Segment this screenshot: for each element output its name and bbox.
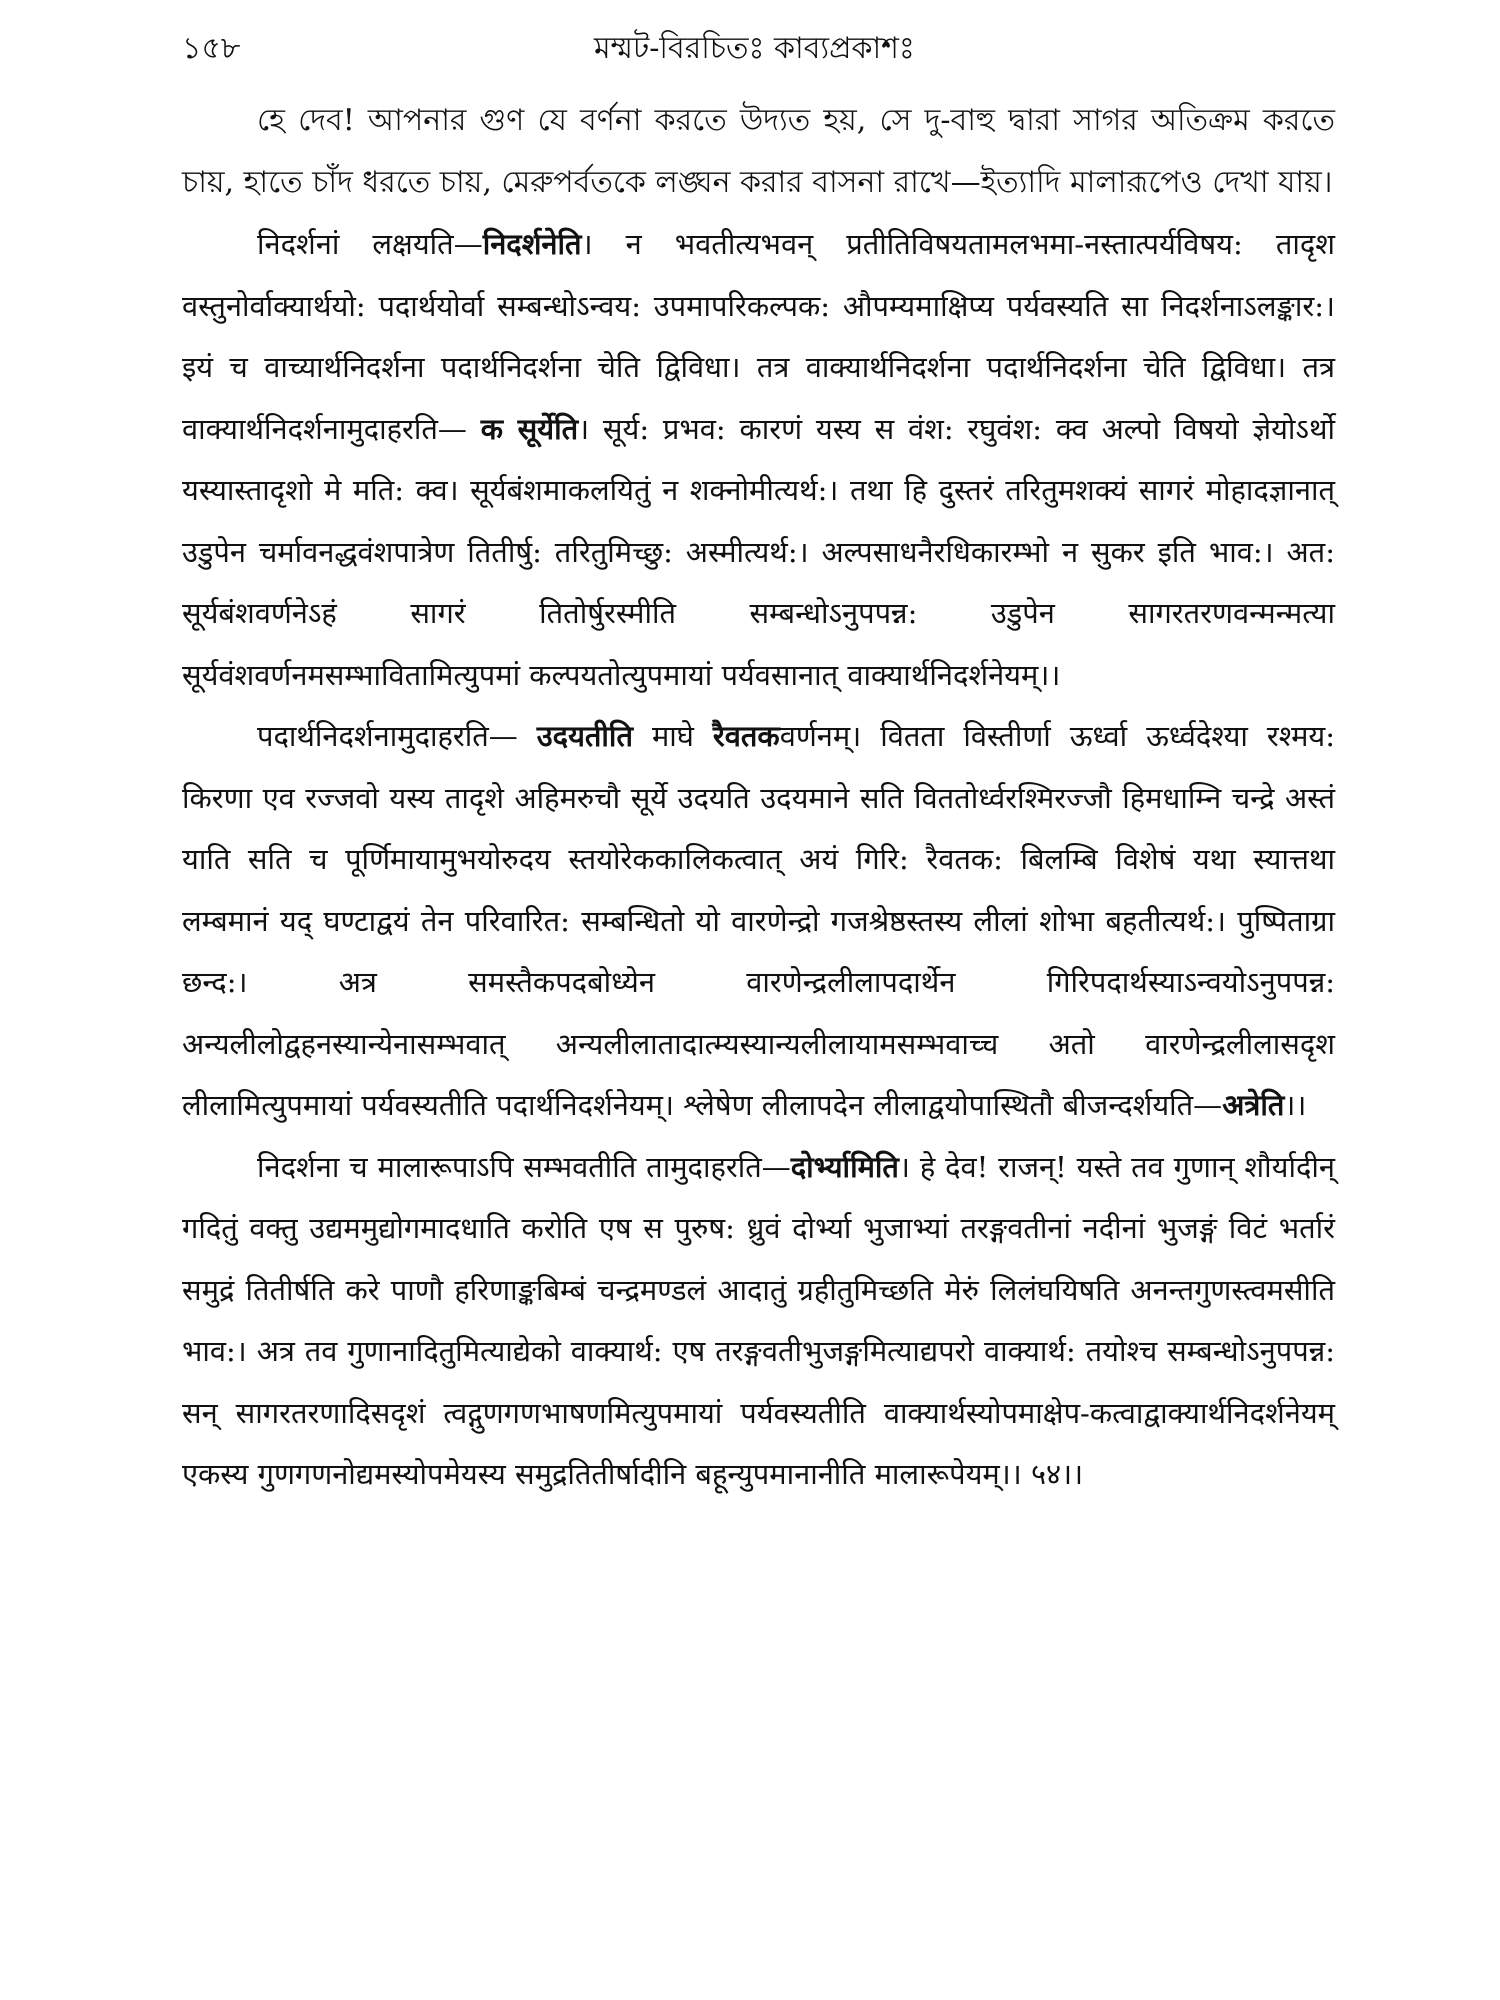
paragraph (182, 706, 1335, 1137)
text-segment: पदार्थनिदर्शनामुदाहरति— (257, 719, 537, 753)
paragraph (182, 1137, 1335, 1506)
text-segment: হে দেব! আপনার গুণ যে বর্ণনা করতে উদ্যত হয়, সে দু-বাহু দ্বারা সাগর অতিক্রম করতে চায়, হাতে চাঁদ ধরতে চায়, মেরুপর্বতকে লঙ্ঘন করার বাসনা রাখে—ইত্যাদি মালারূপেও দেখা যায়। (182, 103, 1335, 200)
body-text (182, 90, 1335, 1506)
page-header (182, 24, 1335, 80)
paragraph (182, 214, 1335, 706)
text-segment: माघे (632, 719, 713, 753)
text-segment: निदर्शना च मालारूपाऽपि सम्भवतीति तामुदाहरति— (257, 1149, 791, 1184)
text-segment: ।। (1284, 1088, 1307, 1122)
highlighted-term: दोर्भ्यामिति (790, 1149, 899, 1184)
paragraph (182, 90, 1335, 214)
text-segment: । सूर्य: प्रभव: कारणं यस्य स वंश: रघुवंश: क्व अल्पो विषयो ज्ञेयोऽर्थो यस्यास्तादृशो मे मति: क्व। सूर्यबंशमाकलयितुं न शक्नोमीत्यर्थ:। तथा हि दुस्तरं तरितुमशक्यं सागरं मोहादज्ञानात् उडुपेन चर्मावनद्धवंशपात्रेण तितीर्षु: तरितुमिच्छु: अस्मीत्यर्थ:। अल्पसाधनैरधिकारम्भो न सुकर इति भाव:। अत: सूर्यबंशवर्णनेऽहं सागरं तितोर्षुरस्मीति सम्बन्धोऽनुपपन्न: उडुपेन सागरतरणवन्मन्मत्या सूर्यवंशवर्णनमसम्भावितामित्युपमां कल्पयतोत्युपमायां पर्यवसानात् वाक्यार्थनिदर्शनेयम्।। (182, 411, 1335, 692)
text-segment: । हे देव! राजन्! यस्ते तव गुणान् शौर्यादीन् गदितुं वक्तु उद्यममुद्योगमादधाति करोति एष स पुरुष: ध्रुवं दोर्भ्या भुजाभ्यां तरङ्गवतीनां नदीनां भुजङ्गं विटं भर्तारं समुद्रं तितीर्षति करे पाणौ हरिणाङ्कबिम्बं चन्द्रमण्डलं आदातुं ग्रहीतुमिच्छति मेरुं लिलंघयिषति अनन्तगुणस्त्वमसीति भाव:। अत्र तव गुणानादितुमित्याद्येको वाक्यार्थ: एष तरङ्गवतीभुजङ्गमित्याद्यपरो वाक्यार्थ: तयोश्च सम्बन्धोऽनुपपन्न: सन् सागरतरणादिसदृशं त्वद्गुणगणभाषणमित्युपमायां पर्यवस्यतीति वाक्यार्थस्योपमाक्षेप-कत्वाद्वाक्यार्थनिदर्शनेयम् एकस्य गुणगणनोद्यमस्योपमेयस्य समुद्रतितीर्षादीनि बहून्युपमानानीति मालारूपेयम्।। ५४।। (182, 1149, 1335, 1491)
highlighted-term: क सूर्येति (480, 411, 579, 446)
running-title: মম্মট-বিরচিতঃ কাব্যপ্রকাশঃ (594, 31, 915, 66)
highlighted-term: उदयतीति (536, 719, 633, 753)
highlighted-term: निदर्शनेति (482, 227, 582, 261)
text-segment: निदर्शनां लक्षयति— (257, 227, 483, 261)
highlighted-term: अत्रेति (1222, 1088, 1285, 1122)
page-number: ১৫৮ (182, 31, 241, 66)
highlighted-term: रैवतक (712, 719, 780, 753)
text-segment: वर्णनम्। वितता विस्तीर्णा ऊर्ध्वा ऊर्ध्वदेश्या रश्मय: किरणा एव रज्जवो यस्य तादृशे अहिमरुचौ सूर्ये उदयति उदयमाने सति विततोर्ध्वरश्मिरज्जौ हिमधाम्नि चन्द्रे अस्तं याति सति च पूर्णिमायामुभयोरुदय स्तयोरेककालिकत्वात् अयं गिरि: रैवतक: बिलम्बि विशेषं यथा स्यात्तथा लम्बमानं यद् घण्टाद्वयं तेन परिवारित: सम्बन्धितो यो वारणेन्द्रो गजश्रेष्ठस्तस्य लीलां शोभा बहतीत्यर्थ:। पुष्पिताग्रा छन्द:। अत्र समस्तैकपदबोध्येन वारणेन्द्रलीलापदार्थेन गिरिपदार्थस्याऽन्वयोऽनुपपन्न: अन्यलीलोद्वहनस्यान्येनासम्भवात् अन्यलीलातादात्म्यस्यान्यलीलायामसम्भवाच्च अतो वारणेन्द्रलीलासदृश लीलामित्युपमायां पर्यवस्यतीति पदार्थनिदर्शनेयम्। श्लेषेण लीलापदेन लीलाद्वयोपास्थितौ बीजन्दर्शयति— (182, 719, 1336, 1122)
text-segment: । न भवतीत्यभवन् प्रतीतिविषयतामलभमा-नस्तात्पर्यविषय: तादृश वस्तुनोर्वाक्यार्थयो: पदार्थयोर्वा सम्बन्धोऽन्वय: उपमापरिकल्पक: औपम्यमाक्षिप्य पर्यवस्यति सा निदर्शनाऽलङ्कार:। इयं च वाच्यार्थनिदर्शना पदार्थनिदर्शना चेति द्विविधा। तत्र वाक्यार्थनिदर्शना पदार्थनिदर्शना चेति द्विविधा। तत्र वाक्यार्थनिदर्शनामुदाहरति— (182, 227, 1335, 446)
